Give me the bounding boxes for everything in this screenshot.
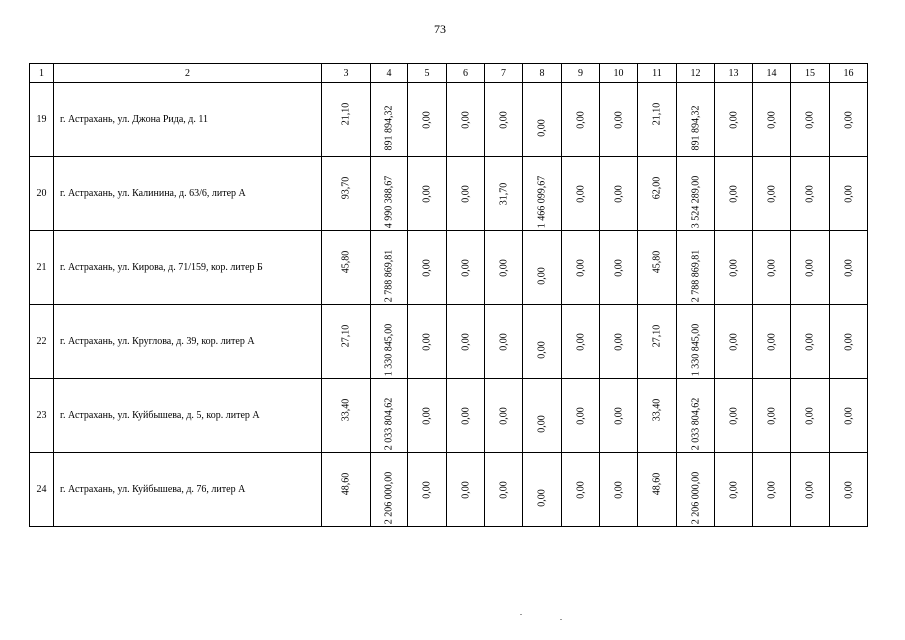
value-text: 0,00: [575, 258, 586, 277]
value-cell-c6: [447, 379, 485, 453]
value-text: 0,00: [421, 406, 433, 425]
header-cell: 1: [30, 64, 54, 83]
value-text: 0,00: [728, 110, 739, 129]
value-cell-c6: [447, 453, 485, 527]
value-cell-c7: [485, 231, 523, 305]
address-cell: г. Астрахань, ул. Куйбышева, д. 76, литер А: [54, 453, 322, 527]
value-cell-c4: [371, 305, 408, 379]
value-cell-c12: [677, 157, 715, 231]
value-text: 21,10: [340, 102, 352, 125]
value-cell-c11: [638, 231, 677, 305]
value-text: 2 033 804,62: [690, 398, 701, 451]
value-text: 0,00: [613, 480, 624, 499]
value-cell-c12: [677, 453, 715, 527]
value-text: 0,00: [843, 258, 854, 277]
value-cell-c3: [322, 379, 371, 453]
value-cell-c16: [830, 83, 868, 157]
header-cell: 4: [371, 64, 408, 83]
value-text: 0,00: [460, 258, 471, 277]
value-text: 0,00: [613, 258, 624, 277]
value-text: 0,00: [536, 415, 548, 433]
value-cell-c3: [322, 453, 371, 527]
value-text: 3 524 289,00: [690, 176, 701, 229]
value-cell-c5: [408, 379, 447, 453]
value-cell-c15: [791, 83, 830, 157]
value-text: 0,00: [804, 110, 816, 129]
value-text: 0,00: [498, 110, 509, 129]
value-cell-c4: [371, 231, 408, 305]
value-cell-c16: [830, 453, 868, 527]
data-table: [29, 63, 868, 527]
value-text: 1 330 845,00: [690, 324, 701, 377]
value-cell-c12: [677, 83, 715, 157]
header-cell: 13: [715, 64, 753, 83]
value-cell-c16: [830, 157, 868, 231]
scan-speck: [520, 614, 522, 615]
address-cell: г. Астрахань, ул. Куйбышева, д. 5, кор. литер А: [54, 379, 322, 453]
value-text: 0,00: [766, 480, 777, 499]
table-row: [30, 231, 868, 305]
value-text: 0,00: [421, 110, 433, 129]
value-cell-c7: [485, 379, 523, 453]
row-number-cell: 19: [30, 83, 54, 157]
value-cell-c4: [371, 83, 408, 157]
value-cell-c13: [715, 157, 753, 231]
value-cell-c13: [715, 305, 753, 379]
header-cell: 10: [600, 64, 638, 83]
value-text: 2 033 804,62: [383, 398, 395, 451]
value-text: 0,00: [728, 332, 739, 351]
value-text: 2 788 869,81: [383, 250, 395, 303]
value-text: 0,00: [804, 184, 816, 203]
scan-speck: [560, 619, 562, 620]
value-cell-c9: [562, 305, 600, 379]
address-cell: г. Астрахань, ул. Кирова, д. 71/159, кор. литер Б: [54, 231, 322, 305]
value-text: 0,00: [575, 406, 586, 425]
value-cell-c9: [562, 157, 600, 231]
table-row: [30, 305, 868, 379]
value-text: 0,00: [728, 184, 739, 203]
value-text: 0,00: [421, 258, 433, 277]
value-cell-c15: [791, 305, 830, 379]
value-cell-c10: [600, 231, 638, 305]
value-text: 0,00: [728, 406, 739, 425]
value-text: 27,10: [651, 324, 663, 347]
value-text: 0,00: [613, 332, 624, 351]
value-cell-c13: [715, 231, 753, 305]
value-cell-c8: [523, 379, 562, 453]
page-number: 73: [434, 22, 446, 36]
value-cell-c15: [791, 231, 830, 305]
value-cell-c5: [408, 453, 447, 527]
value-cell-c8: [523, 231, 562, 305]
table-row: [30, 157, 868, 231]
value-cell-c6: [447, 231, 485, 305]
value-cell-c8: [523, 453, 562, 527]
value-cell-c11: [638, 379, 677, 453]
value-cell-c10: [600, 453, 638, 527]
row-number-cell: 21: [30, 231, 54, 305]
value-text: 0,00: [613, 406, 624, 425]
value-text: 0,00: [575, 110, 586, 129]
value-cell-c14: [753, 379, 791, 453]
header-cell: 2: [54, 64, 322, 83]
value-cell-c9: [562, 453, 600, 527]
address-cell: г. Астрахань, ул. Калинина, д. 63/6, литер А: [54, 157, 322, 231]
value-cell-c9: [562, 83, 600, 157]
value-cell-c7: [485, 305, 523, 379]
value-text: 891 894,32: [383, 105, 395, 151]
value-text: 21,10: [651, 102, 663, 125]
value-text: 0,00: [575, 332, 586, 351]
value-text: 0,00: [843, 110, 854, 129]
value-cell-c4: [371, 379, 408, 453]
value-cell-c10: [600, 305, 638, 379]
table-row: [30, 83, 868, 157]
value-cell-c5: [408, 157, 447, 231]
value-cell-c5: [408, 305, 447, 379]
value-cell-c8: [523, 305, 562, 379]
value-text: 2 206 000,00: [383, 472, 395, 525]
value-cell-c7: [485, 83, 523, 157]
value-text: 62,00: [651, 176, 663, 199]
value-text: 0,00: [460, 332, 471, 351]
value-text: 0,00: [498, 332, 509, 351]
value-text: 0,00: [460, 184, 471, 203]
header-cell: 15: [791, 64, 830, 83]
value-cell-c7: [485, 157, 523, 231]
value-text: 0,00: [728, 480, 739, 499]
value-text: 0,00: [460, 480, 471, 499]
value-cell-c13: [715, 379, 753, 453]
value-text: 33,40: [340, 398, 352, 421]
value-cell-c10: [600, 157, 638, 231]
value-text: 1 466 099,67: [536, 176, 548, 229]
value-text: 0,00: [536, 267, 548, 285]
value-cell-c8: [523, 157, 562, 231]
header-cell: 8: [523, 64, 562, 83]
value-cell-c11: [638, 453, 677, 527]
header-cell: 7: [485, 64, 523, 83]
value-text: 45,80: [340, 250, 352, 273]
value-cell-c4: [371, 453, 408, 527]
value-text: 0,00: [575, 184, 586, 203]
header-cell: 9: [562, 64, 600, 83]
value-text: 33,40: [651, 398, 663, 421]
value-text: 0,00: [804, 406, 816, 425]
value-text: 2 206 000,00: [690, 472, 701, 525]
value-cell-c16: [830, 231, 868, 305]
value-text: 0,00: [766, 184, 777, 203]
value-cell-c10: [600, 83, 638, 157]
value-cell-c12: [677, 231, 715, 305]
value-text: 0,00: [766, 406, 777, 425]
header-cell: 3: [322, 64, 371, 83]
value-text: 27,10: [340, 324, 352, 347]
value-text: 0,00: [460, 406, 471, 425]
value-text: 48,60: [340, 472, 352, 495]
value-cell-c15: [791, 379, 830, 453]
value-text: 0,00: [843, 332, 854, 351]
value-text: 0,00: [613, 184, 624, 203]
value-text: 0,00: [613, 110, 624, 129]
value-cell-c4: [371, 157, 408, 231]
value-text: 0,00: [421, 184, 433, 203]
value-cell-c3: [322, 305, 371, 379]
value-cell-c5: [408, 83, 447, 157]
value-cell-c7: [485, 453, 523, 527]
value-cell-c8: [523, 83, 562, 157]
value-cell-c15: [791, 453, 830, 527]
value-text: 0,00: [843, 184, 854, 203]
header-cell: 12: [677, 64, 715, 83]
value-text: 0,00: [728, 258, 739, 277]
value-cell-c15: [791, 157, 830, 231]
value-cell-c10: [600, 379, 638, 453]
value-text: 0,00: [766, 110, 777, 129]
value-text: 0,00: [498, 480, 509, 499]
table-row: [30, 453, 868, 527]
value-text: 48,60: [651, 472, 663, 495]
value-text: 1 330 845,00: [383, 324, 395, 377]
value-cell-c11: [638, 157, 677, 231]
value-text: 0,00: [766, 258, 777, 277]
value-text: 93,70: [340, 176, 352, 199]
value-text: 2 788 869,81: [690, 250, 701, 303]
value-cell-c3: [322, 157, 371, 231]
value-cell-c12: [677, 305, 715, 379]
header-cell: 16: [830, 64, 868, 83]
value-cell-c3: [322, 231, 371, 305]
header-cell: 6: [447, 64, 485, 83]
value-text: 0,00: [804, 332, 816, 351]
value-cell-c14: [753, 157, 791, 231]
address-cell: г. Астрахань, ул. Круглова, д. 39, кор. литер А: [54, 305, 322, 379]
value-text: 0,00: [536, 119, 548, 137]
value-text: 31,70: [498, 182, 509, 205]
value-text: 0,00: [536, 489, 548, 507]
value-cell-c6: [447, 157, 485, 231]
address-cell: г. Астрахань, ул. Джона Рида, д. 11: [54, 83, 322, 157]
value-cell-c11: [638, 83, 677, 157]
value-cell-c13: [715, 453, 753, 527]
row-number-cell: 24: [30, 453, 54, 527]
value-text: 0,00: [536, 341, 548, 359]
value-cell-c16: [830, 305, 868, 379]
header-cell: 11: [638, 64, 677, 83]
value-cell-c9: [562, 231, 600, 305]
value-cell-c11: [638, 305, 677, 379]
value-cell-c14: [753, 305, 791, 379]
value-text: 0,00: [804, 480, 816, 499]
value-text: 0,00: [460, 110, 471, 129]
value-text: 0,00: [766, 332, 777, 351]
value-text: 0,00: [421, 332, 433, 351]
value-cell-c12: [677, 379, 715, 453]
header-cell: 14: [753, 64, 791, 83]
value-cell-c16: [830, 379, 868, 453]
value-text: 0,00: [843, 480, 854, 499]
value-cell-c14: [753, 231, 791, 305]
value-text: 0,00: [843, 406, 854, 425]
header-row: [30, 64, 868, 83]
value-text: 45,80: [651, 250, 663, 273]
value-cell-c14: [753, 83, 791, 157]
value-cell-c5: [408, 231, 447, 305]
value-text: 0,00: [421, 480, 433, 499]
value-text: 0,00: [804, 258, 816, 277]
value-cell-c14: [753, 453, 791, 527]
value-text: 891 894,32: [690, 105, 701, 151]
value-cell-c9: [562, 379, 600, 453]
value-text: 4 990 388,67: [383, 176, 395, 229]
value-text: 0,00: [575, 480, 586, 499]
row-number-cell: 22: [30, 305, 54, 379]
value-cell-c13: [715, 83, 753, 157]
row-number-cell: 23: [30, 379, 54, 453]
value-cell-c6: [447, 83, 485, 157]
value-text: 0,00: [498, 406, 509, 425]
table-row: [30, 379, 868, 453]
row-number-cell: 20: [30, 157, 54, 231]
value-text: 0,00: [498, 258, 509, 277]
value-cell-c6: [447, 305, 485, 379]
header-cell: 5: [408, 64, 447, 83]
value-cell-c3: [322, 83, 371, 157]
